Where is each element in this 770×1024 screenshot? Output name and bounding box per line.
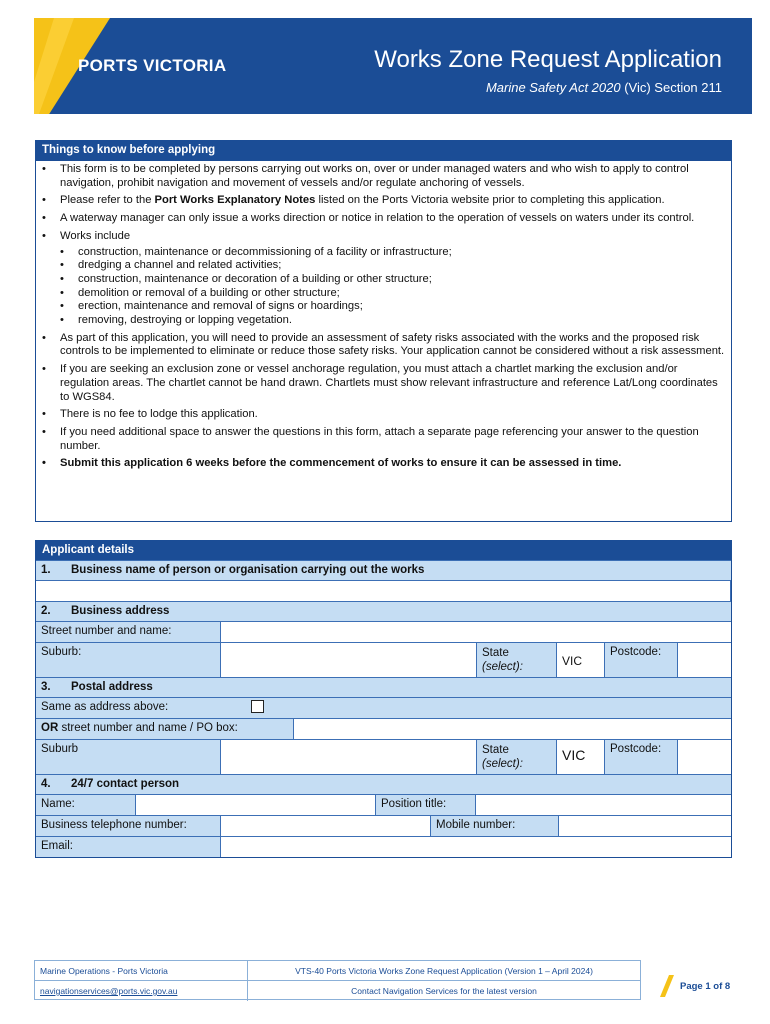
explanatory-notes-ref: Port Works Explanatory Notes (154, 194, 316, 207)
list-item-text: There is no fee to lodge this application. (60, 408, 258, 421)
list-item-text: If you need additional space to answer the questions in this form, attach a separate page referencing your answer to the question number. (60, 425, 699, 452)
postcode-input[interactable] (678, 643, 731, 677)
bullet-icon: • (42, 363, 46, 376)
sublist-item-text: construction, maintenance or decoration of a building or other structure; (78, 272, 432, 285)
postal-suburb-row (36, 739, 731, 774)
bullet-icon: • (60, 314, 64, 327)
sublist-item-text: dredging a channel and related activities; (78, 259, 282, 272)
state-select[interactable]: VIC (557, 643, 605, 677)
section-number: 2. (41, 605, 51, 617)
subtitle-act: Marine Safety Act 2020 (485, 80, 621, 95)
street-label: Street number and name: (36, 622, 221, 642)
list-item (42, 332, 725, 359)
page-title: Works Zone Request Application (374, 46, 722, 73)
state-select-hint: (select): (482, 758, 523, 770)
po-box-input[interactable] (294, 719, 731, 739)
sublist-item-text: erection, maintenance and removal of signs or hoardings; (78, 300, 363, 313)
same-address-label: Same as address above: (36, 698, 294, 718)
ports-victoria-logo: PORTS VICTORIA (78, 56, 227, 75)
state-label-text: State (482, 647, 509, 659)
section-number: 4. (41, 778, 51, 790)
email-label: Email: (36, 837, 221, 857)
subtitle-section: (Vic) Section 211 (620, 80, 722, 95)
phone-input[interactable] (221, 816, 431, 836)
business-name-input[interactable] (36, 581, 731, 601)
section-title: 24/7 contact person (71, 778, 180, 790)
bullet-icon: • (60, 245, 64, 258)
list-item-text: Please refer to the (60, 194, 155, 207)
section-number: 3. (41, 681, 51, 693)
sublist-item-text: demolition or removal of a building or other structure; (78, 286, 340, 299)
list-item (42, 230, 725, 328)
postcode-label: Postcode: (605, 643, 678, 677)
list-item-text: As part of this application, you will need to provide an assessment of safety risks associated with the works and the proposed risk controls to be implemented to eliminate or reduce those safety risks. Your application cannot be considered without a risk assessment. (60, 331, 725, 358)
bullet-icon: • (60, 272, 64, 285)
page-footer (34, 960, 641, 1000)
postal-postcode-input[interactable] (678, 740, 731, 774)
things-to-know-list (36, 161, 731, 471)
sublist-item (60, 259, 725, 273)
sublist-item (60, 314, 725, 328)
po-box-label (36, 719, 294, 739)
things-to-know-heading: Things to know before applying (36, 141, 731, 161)
footer-doc-id: VTS-40 Ports Victoria Works Zone Request Application (Version 1 – April 2024) (248, 961, 640, 981)
footer-contact-note: Contact Navigation Services for the latest version (351, 986, 537, 996)
applicant-details-heading: Applicant details (36, 541, 731, 560)
things-to-know-box (35, 140, 732, 522)
section-3-header (36, 677, 731, 697)
list-item-text: A waterway manager can only issue a works direction or notice in relation to the operation of vessels on waters under its control. (60, 212, 695, 225)
postal-suburb-label: Suburb (36, 740, 221, 774)
section-title: Postal address (71, 681, 153, 693)
sublist-item (60, 300, 725, 314)
postal-state-label (477, 740, 557, 774)
section-title: Business address (71, 605, 170, 617)
name-label: Name: (36, 795, 136, 815)
bullet-icon: • (42, 457, 46, 470)
section-number: 1. (41, 564, 51, 576)
postal-postcode-label: Postcode: (605, 740, 678, 774)
sublist-item (60, 287, 725, 301)
applicant-details-form (35, 540, 732, 858)
bullet-icon: • (42, 408, 46, 421)
po-box-label-text: street number and name / PO box: (58, 722, 238, 734)
list-item (42, 457, 725, 471)
list-item (42, 163, 725, 190)
bullet-icon: • (60, 300, 64, 313)
list-item (42, 408, 725, 422)
same-address-row (36, 697, 731, 718)
contact-name-row (36, 794, 731, 815)
bullet-icon: • (42, 212, 46, 225)
same-address-checkbox[interactable] (251, 700, 264, 713)
suburb-input[interactable] (221, 643, 477, 677)
sublist-item-text: removing, destroying or lopping vegetation. (78, 314, 292, 327)
state-label-text: State (482, 744, 509, 756)
list-item-text: If you are seeking an exclusion zone or vessel anchorage regulation, you must attach a chartlet marking the exclusion and/or regulation areas. The chartlet cannot be hand drawn. Chartlets must show relevant infrastructure and reference Lat/Long coordinates to WGS84. (60, 363, 718, 403)
list-item (42, 194, 725, 208)
list-item-text: Submit this application 6 weeks before the commencement of works to ensure it can be assessed in time. (60, 457, 622, 470)
footer-email-link[interactable]: navigationservices@ports.vic.gov.au (35, 981, 248, 1001)
position-title-label: Position title: (376, 795, 476, 815)
po-box-row (36, 718, 731, 739)
street-row (36, 621, 731, 642)
bullet-icon: • (60, 286, 64, 299)
sublist-item-text: construction, maintenance or decommissioning of a facility or infrastructure; (78, 245, 452, 258)
suburb-row (36, 642, 731, 677)
sublist-item (60, 246, 725, 260)
bullet-icon: • (60, 259, 64, 272)
bullet-icon: • (42, 229, 46, 242)
works-sublist (60, 244, 725, 328)
list-item (42, 363, 725, 404)
business-name-row (36, 580, 731, 601)
section-1-header (36, 560, 731, 580)
or-text: OR (41, 722, 59, 734)
page-number: Page 1 of 8 (680, 981, 731, 992)
postal-suburb-input[interactable] (221, 740, 477, 774)
footer-org: Marine Operations - Ports Victoria (35, 961, 248, 981)
street-input[interactable] (221, 622, 731, 642)
mobile-label: Mobile number: (431, 816, 559, 836)
section-4-header (36, 774, 731, 794)
yellow-slash-icon (660, 975, 674, 997)
bullet-icon: • (42, 194, 46, 207)
list-item (42, 426, 725, 453)
email-input[interactable] (221, 837, 731, 857)
list-item-text: This form is to be completed by persons carrying out works on, over or under managed waters and who wish to apply to control navigation, prohibit navigation and movement of vessels and/or regulate anchoring of vessels. (60, 163, 689, 189)
state-label (477, 643, 557, 677)
phone-row (36, 815, 731, 836)
section-title: Business name of person or organisation carrying out the works (71, 564, 425, 576)
mobile-input[interactable] (559, 816, 731, 836)
bullet-icon: • (42, 331, 46, 344)
header-banner (34, 18, 752, 114)
position-title-input[interactable] (476, 795, 731, 815)
sublist-item (60, 273, 725, 287)
list-item-text: listed on the Ports Victoria website prior to completing this application. (315, 194, 665, 207)
list-item-text: Works include (60, 229, 131, 242)
postal-state-select[interactable]: VIC (557, 740, 605, 774)
bullet-icon: • (42, 163, 46, 175)
list-item (42, 212, 725, 226)
page-subtitle (486, 80, 722, 95)
email-row (36, 836, 731, 857)
phone-label: Business telephone number: (36, 816, 221, 836)
state-select-hint: (select): (482, 661, 523, 673)
bullet-icon: • (42, 425, 46, 438)
name-input[interactable] (136, 795, 376, 815)
section-2-header (36, 601, 731, 621)
suburb-label: Suburb: (36, 643, 221, 677)
